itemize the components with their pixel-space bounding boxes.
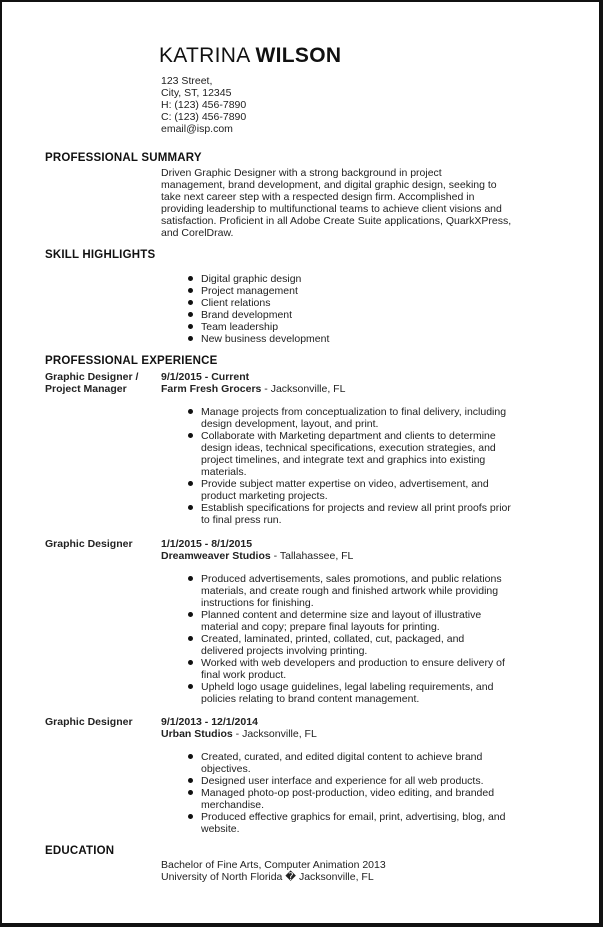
- bullet-line: product marketing projects.: [201, 490, 328, 502]
- skill-item: Brand development: [161, 309, 461, 321]
- contact-cell-phone: C: (123) 456-7890: [161, 111, 247, 123]
- first-name: KATRINA: [159, 44, 250, 67]
- contact-email: email@isp.com: [161, 123, 233, 135]
- skill-item: New business development: [161, 333, 461, 345]
- bullet-line: objectives.: [201, 763, 251, 775]
- bullet-line: materials.: [201, 466, 247, 478]
- bullet-line: design ideas, technical specifications, execution strategies, and: [201, 442, 496, 454]
- job-bullet: [161, 681, 561, 705]
- summary-line: providing leadership to multifunctional teams to achieve client visions and: [161, 203, 502, 215]
- contact-info: [161, 75, 246, 135]
- job-employer: [161, 728, 317, 740]
- job-title: [45, 371, 155, 395]
- bullet-line: Managed photo-op post-production, video editing, and branded: [201, 787, 495, 799]
- bullet-line: Created, curated, and edited digital content to achieve brand: [201, 751, 483, 763]
- skill-item: Team leadership: [161, 321, 461, 333]
- job-dates: 1/1/2015 - 8/1/2015: [161, 538, 253, 550]
- last-name: WILSON: [255, 44, 342, 67]
- job-employer: [161, 383, 345, 395]
- bullet-line: Establish specifications for projects and review all print proofs prior: [201, 502, 511, 514]
- bullet-line: Manage projects from conceptualization to final delivery, including: [201, 406, 507, 418]
- bullet-line: project timelines, and integrate text and graphics into existing: [201, 454, 486, 466]
- education-details: [161, 859, 386, 883]
- skills-heading: SKILL HIGHLIGHTS: [45, 249, 156, 261]
- bullet-line: Collaborate with Marketing department and clients to determine: [201, 430, 496, 442]
- skill-item: Client relations: [161, 297, 461, 309]
- job-header: [161, 716, 317, 740]
- job-header: [161, 538, 353, 562]
- job-bullet: [161, 430, 561, 478]
- bullet-line: Designed user interface and experience for all web products.: [201, 775, 484, 787]
- company-name: Dreamweaver Studios: [161, 550, 271, 562]
- bullet-line: Upheld logo usage guidelines, legal labeling requirements, and: [201, 681, 494, 693]
- job-bullet: [161, 751, 561, 775]
- job-bullets: [161, 573, 561, 705]
- job-bullet: [161, 573, 561, 609]
- summary-line: Driven Graphic Designer with a strong background in project: [161, 167, 442, 179]
- company-location: - Jacksonville, FL: [261, 383, 346, 395]
- summary-line: take next career step with a respected design firm. Accomplished in: [161, 191, 475, 203]
- job-dates: 9/1/2013 - 12/1/2014: [161, 716, 258, 728]
- education-degree: Bachelor of Fine Arts, Computer Animation 2013: [161, 859, 386, 871]
- company-name: Farm Fresh Grocers: [161, 383, 262, 395]
- summary-line: management, brand development, and digital graphic design, seeking to: [161, 179, 497, 191]
- bullet-line: material and copy; prepare final layouts for printing.: [201, 621, 440, 633]
- candidate-name: [159, 44, 341, 68]
- bullet-line: Created, laminated, printed, collated, cut, packaged, and: [201, 633, 465, 645]
- company-location: - Jacksonville, FL: [232, 728, 317, 740]
- contact-home-phone: H: (123) 456-7890: [161, 99, 247, 111]
- bullet-line: to final press run.: [201, 514, 282, 526]
- skill-item: Digital graphic design: [161, 273, 461, 285]
- job-dates: 9/1/2015 - Current: [161, 371, 250, 383]
- contact-city: City, ST, 12345: [161, 87, 232, 99]
- bullet-line: Produced advertisements, sales promotions, and public relations: [201, 573, 502, 585]
- bullet-line: Planned content and determine size and layout of illustrative: [201, 609, 482, 621]
- job-title: [45, 716, 155, 728]
- company-location: - Tallahassee, FL: [270, 550, 354, 562]
- skill-item: Project management: [161, 285, 461, 297]
- job-bullet: [161, 657, 561, 681]
- bullet-line: Provide subject matter expertise on video, advertisement, and: [201, 478, 489, 490]
- job-header: [161, 371, 345, 395]
- bullet-line: website.: [201, 823, 240, 835]
- contact-street: 123 Street,: [161, 75, 213, 87]
- education-school: University of North Florida � Jacksonville, FL: [161, 871, 374, 883]
- bullet-line: design development, layout, and print.: [201, 418, 379, 430]
- education-heading: EDUCATION: [45, 845, 115, 857]
- job-title: [45, 538, 155, 550]
- bullet-line: instructions for finishing.: [201, 597, 314, 609]
- bullet-line: Produced effective graphics for email, print, advertising, blog, and: [201, 811, 506, 823]
- job-title-line: Graphic Designer: [45, 538, 133, 550]
- summary-line: satisfaction. Proficient in all Adobe Create Suite applications, QuarkXPress,: [161, 215, 512, 227]
- job-bullet: [161, 775, 561, 787]
- bullet-line: delivered projects involving printing.: [201, 645, 368, 657]
- job-title-line: Graphic Designer: [45, 716, 133, 728]
- job-bullet: [161, 633, 561, 657]
- job-bullet: [161, 787, 561, 811]
- job-bullet: [161, 406, 561, 430]
- bullet-line: Worked with web developers and production to ensure delivery of: [201, 657, 505, 669]
- job-bullet: [161, 478, 561, 502]
- summary-text: [161, 167, 561, 239]
- company-name: Urban Studios: [161, 728, 233, 740]
- bullet-line: merchandise.: [201, 799, 265, 811]
- summary-heading: PROFESSIONAL SUMMARY: [45, 152, 202, 164]
- bullet-line: final work product.: [201, 669, 287, 681]
- job-bullet: [161, 502, 561, 526]
- job-bullets: [161, 406, 561, 526]
- job-title-line: Graphic Designer /: [45, 371, 139, 383]
- job-bullet: [161, 811, 561, 835]
- job-title-line: Project Manager: [45, 383, 127, 395]
- job-employer: [161, 550, 353, 562]
- skills-list: [161, 273, 461, 345]
- job-bullets: [161, 751, 561, 835]
- bullet-line: materials, and create rough and finished artwork while providing: [201, 585, 499, 597]
- bullet-line: policies relating to brand content management.: [201, 693, 420, 705]
- job-bullet: [161, 609, 561, 633]
- experience-heading: PROFESSIONAL EXPERIENCE: [45, 355, 218, 367]
- summary-line: and CorelDraw.: [161, 227, 234, 239]
